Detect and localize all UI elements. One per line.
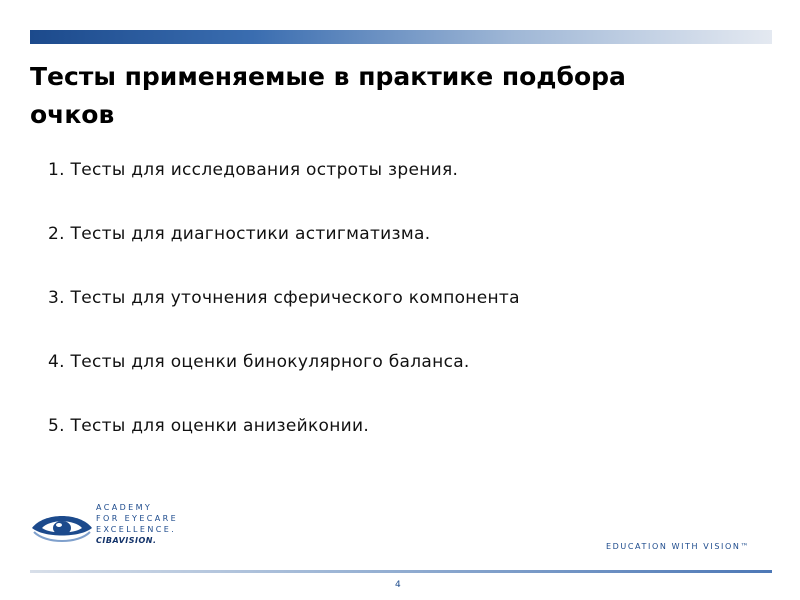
- logo-brand: CIBAVISION.: [96, 536, 157, 545]
- logo-line-2: FOR EYECARE: [96, 514, 179, 523]
- academy-logo: [30, 502, 210, 558]
- logo-line-3: EXCELLENCE.: [96, 525, 177, 534]
- eye-logo-icon: [30, 508, 94, 548]
- tests-list: [48, 158, 520, 478]
- logo-wordmark: [96, 502, 178, 546]
- list-item: 3. Тесты для уточнения сферического компонента: [48, 288, 520, 308]
- top-decorative-bar: [30, 30, 772, 44]
- page-number: 4: [395, 580, 401, 590]
- list-item: 1. Тесты для исследования остроты зрения.: [48, 160, 459, 180]
- logo-line-1: ACADEMY: [96, 503, 153, 512]
- bottom-decorative-line: [30, 570, 772, 573]
- footer-tagline: EDUCATION WITH VISION™: [606, 542, 751, 551]
- list-item: 4. Тесты для оценки бинокулярного баланса.: [48, 352, 470, 372]
- slide-title: Тесты применяемые в практике подбора очков: [30, 62, 626, 129]
- list-item: 5. Тесты для оценки анизейконии.: [48, 416, 370, 436]
- list-item: 2. Тесты для диагностики астигматизма.: [48, 224, 431, 244]
